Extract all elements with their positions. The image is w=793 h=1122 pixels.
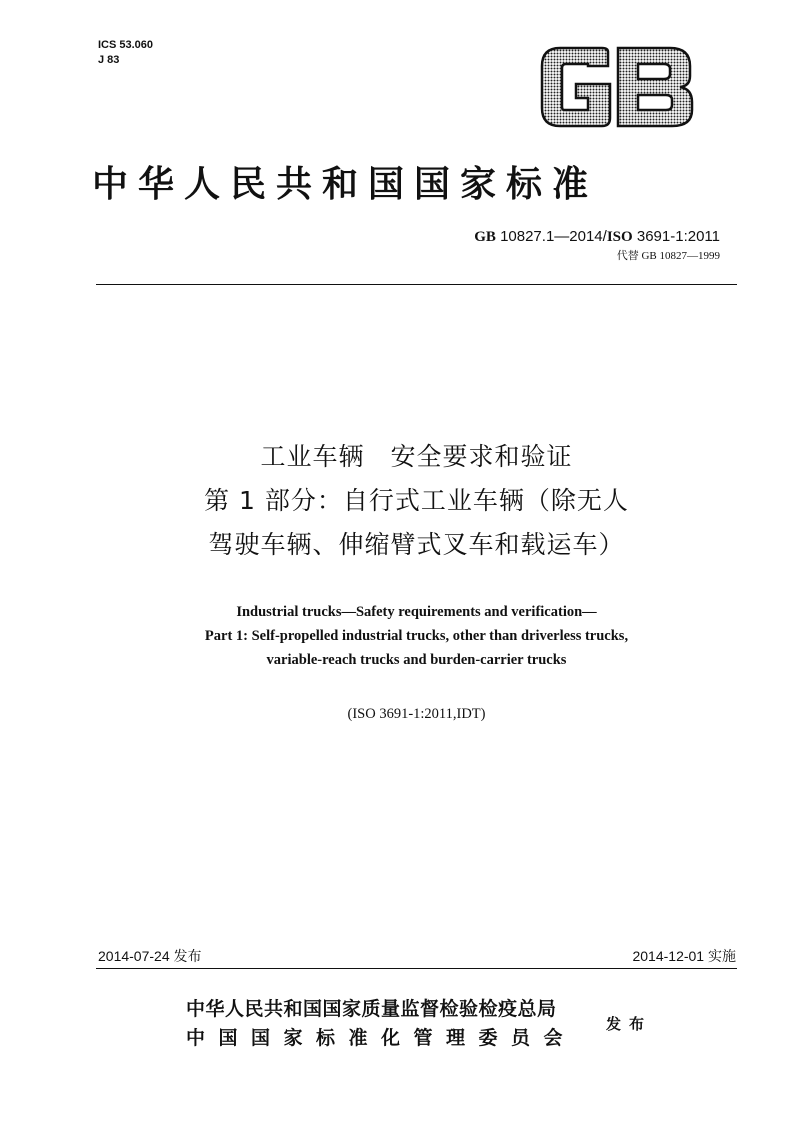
- ccs-code: J 83: [98, 54, 120, 66]
- top-divider: [96, 284, 737, 285]
- english-title-line2: Part 1: Self-propelled industrial trucks, other than driverless trucks,: [204, 628, 629, 644]
- bottom-divider: [96, 968, 737, 969]
- chinese-title-line1: 工业车辆 安全要求和验证: [260, 442, 573, 471]
- standard-number: [474, 228, 720, 246]
- ics-code: ICS 53.060: [98, 39, 154, 51]
- iso-number: 3691-1:2011: [636, 228, 720, 245]
- issue-date: 2014-07-24 发布: [98, 948, 202, 964]
- chinese-title-line2: 第 1 部分：自行式工业车辆（除无人: [204, 486, 629, 515]
- iso-prefix: ISO: [606, 229, 633, 245]
- chinese-title: [96, 435, 737, 567]
- publisher-line2: 中国国家标准化管理委员会: [186, 1027, 577, 1049]
- english-title-line3: variable-reach trucks and burden-carrier trucks: [266, 652, 567, 668]
- gb-logo: [538, 46, 694, 128]
- english-title: [96, 600, 737, 672]
- publishers: [186, 994, 576, 1050]
- publisher-line1: 中华人民共和国国家质量监督检验检疫总局: [186, 998, 557, 1020]
- implementation-date: 2014-12-01 实施: [632, 948, 736, 964]
- iso-reference: (ISO 3691-1:2011,IDT): [347, 706, 486, 722]
- publish-label: 发布: [606, 1015, 653, 1033]
- chinese-title-line3: 驾驶车辆、伸缩臂式叉车和载运车）: [208, 530, 625, 559]
- english-title-line1: Industrial trucks—Safety requirements and verification—: [236, 604, 597, 620]
- standard-prefix: GB: [474, 229, 496, 245]
- classification-codes: [98, 38, 153, 68]
- standard-main-number: 10827.1—2014/: [500, 228, 607, 245]
- replaces-note: 代替 GB 10827—1999: [616, 250, 720, 262]
- standard-name: 中华人民共和国国家标准: [92, 164, 599, 205]
